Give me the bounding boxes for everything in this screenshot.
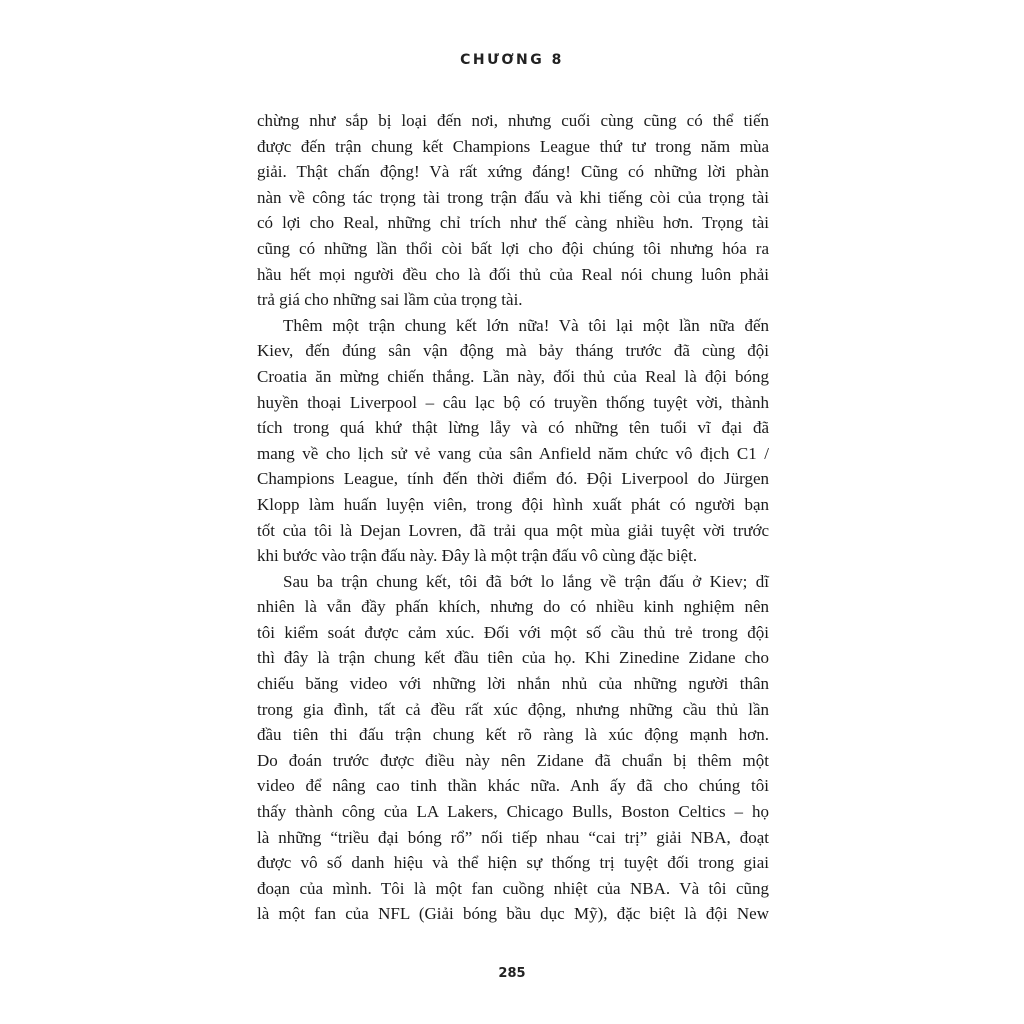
text-line: Kiev, đến đúng sân vận động mà bảy tháng trước đã cùng đội (257, 341, 769, 361)
paragraph-3 (257, 569, 769, 927)
text-line: giải. Thật chấn động! Và rất xứng đáng! Cũng có những lời phàn (257, 162, 769, 182)
text-line: tôi kiểm soát được cảm xúc. Đối với một số cầu thủ trẻ trong đội (257, 622, 769, 642)
paragraph-2 (257, 313, 769, 569)
text-line: là một fan của NFL (Giải bóng bầu dục Mỹ), đặc biệt là đội New (257, 904, 769, 924)
text-line: video để nâng cao tinh thần khác nữa. Anh ấy đã cho chúng tôi (257, 776, 769, 796)
text-line: Thêm một trận chung kết lớn nữa! Và tôi lại một lần nữa đến (283, 315, 769, 335)
text-line: huyền thoại Liverpool – câu lạc bộ có truyền thống tuyệt vời, thành (257, 392, 769, 412)
text-line: khi bước vào trận đấu này. Đây là một trận đấu vô cùng đặc biệt. (257, 546, 698, 566)
text-line: tốt của tôi là Dejan Lovren, đã trải qua một mùa giải tuyệt vời trước (257, 520, 769, 540)
text-line: được vô số danh hiệu và thể hiện sự thống trị tuyệt đối trong giai (257, 853, 769, 873)
text-line: trong gia đình, tất cả đều rất xúc động, nhưng những cầu thủ lần (257, 699, 769, 719)
text-line: hầu hết mọi người đều cho là đối thủ của Real nói chung luôn phải (257, 264, 769, 284)
text-line: là những “triều đại bóng rổ” nối tiếp nhau “cai trị” giải NBA, đoạt (257, 827, 769, 847)
text-line: nhiên là vẫn đầy phấn khích, nhưng do có nhiều kinh nghiệm nên (257, 597, 769, 617)
chapter-header: CHƯƠNG 8 (460, 52, 564, 68)
text-line: mang về cho lịch sử vẻ vang của sân Anfield năm chức vô địch C1 / (257, 443, 769, 463)
text-line: chiếu băng video với những lời nhắn nhủ của những người thân (257, 674, 769, 694)
text-line: có lợi cho Real, những chỉ trích như thế càng nhiều hơn. Trọng tài (257, 213, 769, 233)
text-line: Do đoán trước được điều này nên Zidane đã chuẩn bị thêm một (257, 750, 769, 770)
text-line: chừng như sắp bị loại đến nơi, nhưng cuối cùng cũng có thể tiến (257, 111, 769, 130)
text-line: Champions League, tính đến thời điểm đó. Đội Liverpool do Jürgen (257, 469, 769, 489)
text-line: trả giá cho những sai lầm của trọng tài. (257, 290, 523, 310)
text-line: Sau ba trận chung kết, tôi đã bớt lo lắng về trận đấu ở Kiev; dĩ (283, 571, 769, 591)
text-line: thì đây là trận chung kết đầu tiên của họ. Khi Zinedine Zidane cho (257, 648, 769, 668)
text-line: Croatia ăn mừng chiến thắng. Lần này, đối thủ của Real là đội bóng (257, 366, 769, 386)
page-number: 285 (498, 966, 526, 981)
text-line: Klopp làm huấn luyện viên, trong đội hình xuất phát có người bạn (257, 494, 769, 514)
text-line: đầu tiên thi đấu trận chung kết rõ ràng là xúc động mạnh hơn. (257, 725, 769, 745)
body-text (257, 108, 769, 927)
paragraph-1 (257, 108, 769, 313)
text-line: tích trong quá khứ thật lừng lẫy và có những tên tuổi vĩ đại đã (257, 418, 769, 438)
text-line: thấy thành công của LA Lakers, Chicago Bulls, Boston Celtics – họ (257, 802, 769, 822)
text-line: được đến trận chung kết Champions League thứ tư trong năm mùa (257, 136, 769, 156)
text-line: nàn về công tác trọng tài trong trận đấu và khi tiếng còi của trọng tài (257, 187, 769, 207)
text-line: cũng có những lần thổi còi bất lợi cho đội chúng tôi nhưng hóa ra (257, 238, 769, 258)
text-line: đoạn của mình. Tôi là một fan cuồng nhiệt của NBA. Và tôi cũng (257, 878, 769, 898)
